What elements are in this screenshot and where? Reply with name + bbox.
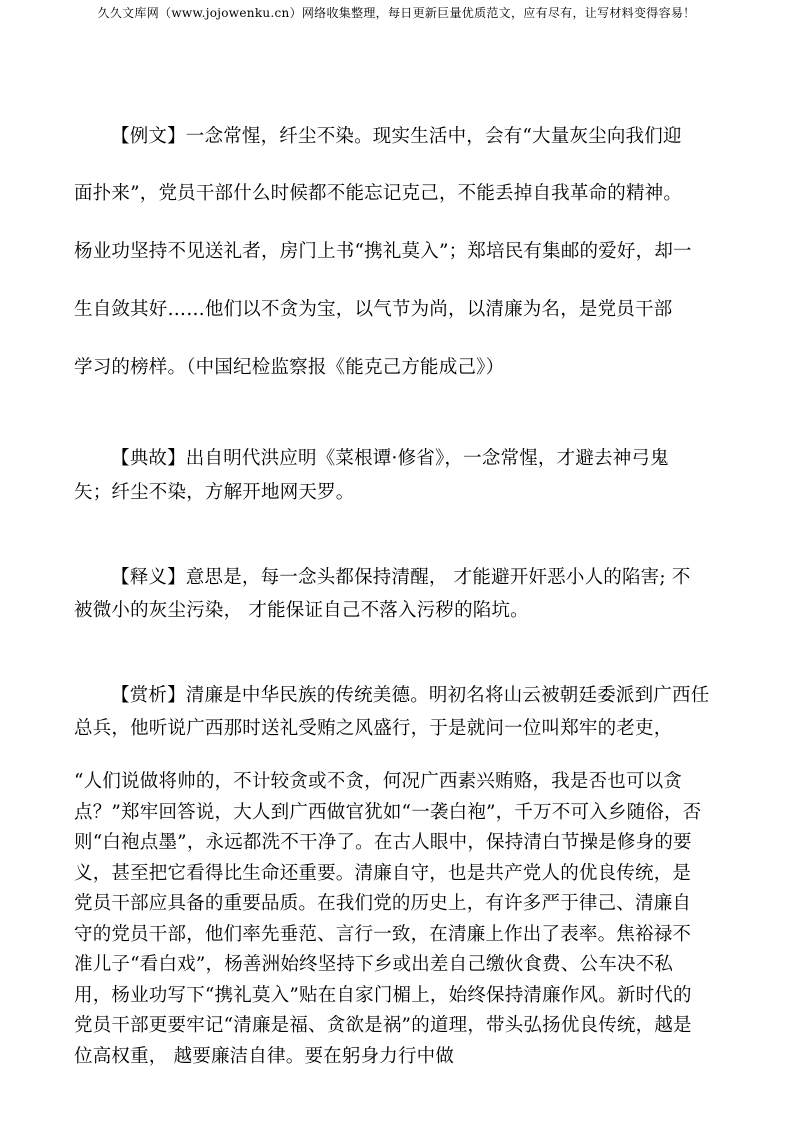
analysis-line-8: 守的党员干部，他们率先垂范、言行一致，在清廉上作出了表率。焦裕禄不 bbox=[74, 924, 692, 945]
example-line-3: 杨业功坚持不见送礼者，房门上书“携礼莫入”；郑培民有集邮的爱好，却一 bbox=[74, 241, 692, 262]
analysis-line-5: 则“白袍点墨”，永远都洗不干净了。在古人眼中，保持清白节操是修身的要 bbox=[74, 832, 692, 853]
analysis-line-1: 【赏析】清廉是中华民族的传统美德。明初名将山云被朝廷委派到广西任 bbox=[111, 685, 710, 706]
analysis-line-9: 准儿子“看白戏”，杨善洲始终坚持下乡或出差自己缴伙食费、公车决不私 bbox=[74, 954, 674, 975]
page-header: 久久文库网（www.jojowenku.cn）网络收集整理，每日更新巨量优质范文，应有尽有，让写材料变得容易！ bbox=[97, 6, 696, 20]
analysis-line-3: “人们说做将帅的，不计较贪或不贪，何况广西素兴贿赂，我是否也可以贪 bbox=[74, 771, 683, 792]
analysis-line-12: 位高权重， 越要廉洁自律。要在躬身力行中做 bbox=[74, 1046, 455, 1067]
analysis-line-7: 党员干部应具备的重要品质。在我们党的历史上，有许多严于律己、清廉自 bbox=[74, 893, 692, 914]
analysis-line-10: 用，杨业功写下“携礼莫入”贴在自家门楣上，始终保持清廉作风。新时代的 bbox=[74, 985, 692, 1006]
allusion-line-2: 矢；纤尘不染，方解开地网天罗。 bbox=[74, 482, 355, 503]
analysis-line-11: 党员干部更要牢记“清廉是福、贪欲是祸”的道理，带头弘扬优良传统，越是 bbox=[74, 1015, 692, 1036]
meaning-line-2: 被微小的灰尘污染， 才能保证自己不落入污秽的陷坑。 bbox=[74, 600, 529, 621]
allusion-line-1: 【典故】出自明代洪应明《菜根谭·修省》，一念常惺，才避去神弓鬼 bbox=[111, 448, 669, 469]
analysis-line-4: 点？”郑牢回答说，大人到广西做官犹如“一袭白袍”，千万不可入乡随俗，否 bbox=[74, 802, 702, 823]
example-line-1: 【例文】一念常惺，纤尘不染。现实生活中，会有“大量灰尘向我们迎 bbox=[111, 126, 682, 147]
example-line-4: 生自敛其好……他们以不贪为宝，以气节为尚，以清廉为名，是党员干部 bbox=[74, 299, 673, 320]
analysis-line-2: 总兵，他听说广西那时送礼受贿之风盛行，于是就问一位叫郑牢的老吏， bbox=[74, 718, 673, 739]
example-line-2: 面扑来”，党员干部什么时候都不能忘记克己，不能丢掉自我革命的精神。 bbox=[74, 183, 683, 204]
analysis-line-6: 义，甚至把它看得比生命还重要。清廉自守，也是共产党人的优良传统，是 bbox=[74, 863, 692, 884]
meaning-line-1: 【释义】意思是，每一念头都保持清醒， 才能避开奸恶小人的陷害; 不 bbox=[111, 567, 691, 588]
example-line-5: 学习的榜样。（中国纪检监察报《能克己方能成己》） bbox=[74, 357, 505, 378]
